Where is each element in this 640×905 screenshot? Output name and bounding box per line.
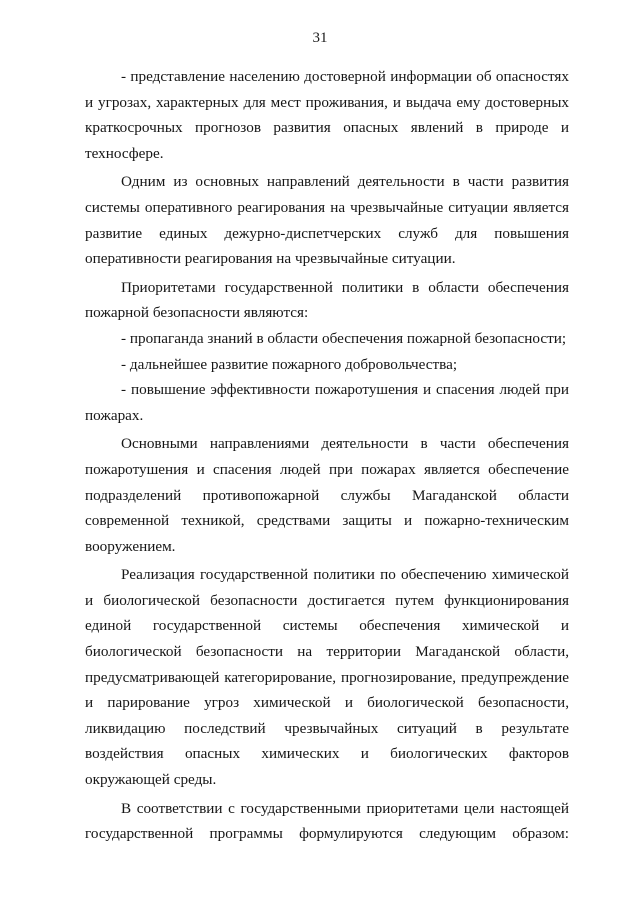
list-item-volunteer-development: - дальнейшее развитие пожарного добровольчества; [121,355,458,373]
paragraph-fire-safety-priorities: Приоритетами государственной политики в области обеспечения пожарной безопасности являются: [85,278,569,322]
paragraph-program-goals: В соответствии с государственными приоритетами цели настоящей государственной программы формулируются следующим образом: [85,799,569,843]
list-item-firefighting-efficiency: - повышение эффективности пожаротушения и спасения людей при пожарах. [85,381,569,424]
document-body [85,64,569,850]
paragraph-chemical-biological-safety: Реализация государственной политики по обеспечению химической и биологической безопасности достигается путем функционирования единой государственной системы обеспечения химической и биологической безопасности на территории Магаданской области, предусматривающей категорирование, прогнозирование, предупреждение и парирование угроз химической и биологической безопасности, ликвидацию последствий чрезвычайных ситуаций в результате воздействия опасных химических и биологических факторов окружающей среды. [85,566,569,789]
paragraph-public-information: - представление населению достоверной информации об опасностях и угрозах, характерных для мест проживания, и выдача ему достоверных краткосрочных прогнозов развития опасных явлений в природе и техносфере. [85,68,569,162]
paragraph-firefighting-equipment: Основными направлениями деятельности в части обеспечения пожаротушения и спасения людей при пожарах является обеспечение подразделений противопожарной службы Магаданской области современной техникой, средствами защиты и пожарно-техническим вооружением. [85,435,569,555]
paragraph-dispatch-services: Одним из основных направлений деятельности в части развития системы оперативного реагирования на чрезвычайные ситуации является развитие единых дежурно-диспетчерских служб для повышения оперативности реагирования на чрезвычайные ситуации. [85,173,569,268]
page-number: 31 [312,30,328,46]
list-item-knowledge-propaganda: - пропаганда знаний в области обеспечения пожарной безопасности; [121,329,567,347]
